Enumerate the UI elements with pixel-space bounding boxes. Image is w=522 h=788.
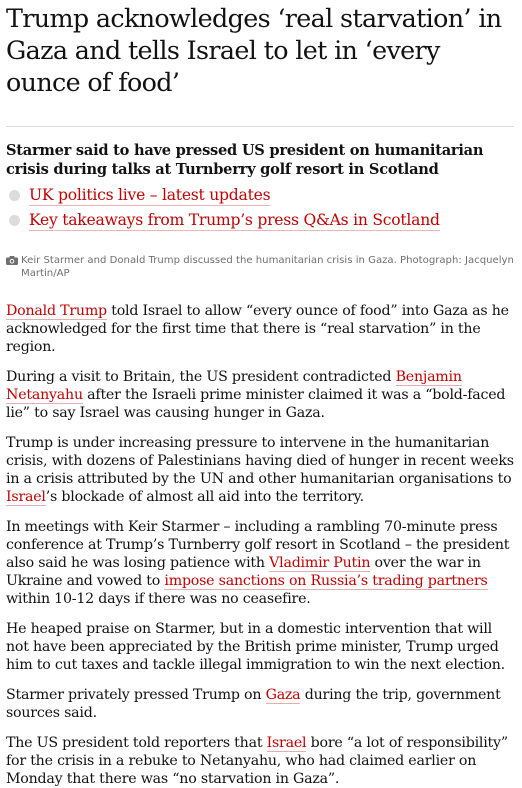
body-paragraph — [6, 686, 514, 722]
body-paragraph — [6, 734, 514, 788]
inline-link[interactable]: Gaza — [265, 687, 301, 703]
standfirst: Starmer said to have pressed US president on humanitarian crisis during talks at Turnberry golf resort in Scotland — [6, 142, 484, 178]
body-paragraph — [6, 434, 514, 506]
paragraph-text: over the war in Ukraine and vowed to — [6, 555, 481, 589]
paragraph-text: During a visit to Britain, the US president contradicted — [6, 369, 396, 385]
inline-link[interactable]: Vladimir Putin — [269, 555, 371, 571]
inline-link[interactable]: Donald Trump — [6, 303, 107, 319]
body-paragraph — [6, 368, 514, 422]
bullet-dot-icon — [9, 190, 20, 201]
bullet-dot-icon — [9, 215, 20, 226]
related-link-politics-live[interactable]: UK politics live – latest updates — [29, 186, 271, 204]
paragraph-text: during the trip, government sources said. — [6, 687, 501, 721]
camera-icon — [6, 256, 18, 265]
related-links-list — [6, 183, 514, 233]
paragraph-text: bore “a lot of responsibility” for the crisis in a rebuke to Netanyahu, who had claimed earlier on Monday that there was “no starvation in Gaza”. — [6, 735, 508, 787]
paragraph-text: within 10-12 days if there was no ceasefire. — [6, 591, 311, 607]
paragraph-text: told Israel to allow “every ounce of food” into Gaza as he acknowledged for the first time that there is “real starvation” in the region. — [6, 303, 509, 355]
inline-link[interactable]: Israel — [266, 735, 307, 751]
paragraph-text: He heaped praise on Starmer, but in a domestic intervention that will not have been appreciated by the British prime minister, Trump urged him to cut taxes and tackle illegal immigration to win the next election. — [6, 621, 505, 673]
divider — [6, 126, 514, 127]
article-body — [6, 302, 514, 788]
paragraph-text: ’s blockade of almost all aid into the territory. — [45, 489, 364, 505]
paragraph-text: The US president told reporters that — [6, 735, 267, 751]
related-link-key-takeaways[interactable]: Key takeaways from Trump’s press Q&As in Scotland — [29, 211, 440, 229]
inline-link[interactable]: Benjamin Netanyahu — [6, 369, 462, 403]
body-paragraph — [6, 620, 514, 674]
headline: Trump acknowledges ‘real starvation’ in Gaza and tells Israel to let in ‘every ounce of food’ — [6, 3, 502, 97]
related-link-item — [6, 208, 514, 233]
body-paragraph — [6, 518, 514, 608]
inline-link[interactable]: impose sanctions on Russia’s trading partners — [164, 573, 488, 589]
paragraph-text: Trump is under increasing pressure to intervene in the humanitarian crisis, with dozens of Palestinians having died of hunger in recent weeks in a crisis attributed by the UN and other humanitarian organisations to — [6, 435, 514, 487]
caption-text: Keir Starmer and Donald Trump discussed the humanitarian crisis in Gaza. Photograph: Jacquelyn Martin/AP — [21, 255, 514, 279]
paragraph-text: Starmer privately pressed Trump on — [6, 687, 266, 703]
paragraph-text: In meetings with Keir Starmer – including a rambling 70-minute press conference at Trump’s Turnberry golf resort in Scotland – the president also said he was losing patience with — [6, 519, 510, 571]
inline-link[interactable]: Israel — [6, 489, 46, 505]
body-paragraph — [6, 302, 514, 356]
paragraph-text: after the Israeli prime minister claimed it was a “bold-faced lie” to say Israel was causing hunger in Gaza. — [6, 387, 506, 421]
photo-caption — [6, 254, 514, 280]
related-link-item — [6, 183, 514, 208]
